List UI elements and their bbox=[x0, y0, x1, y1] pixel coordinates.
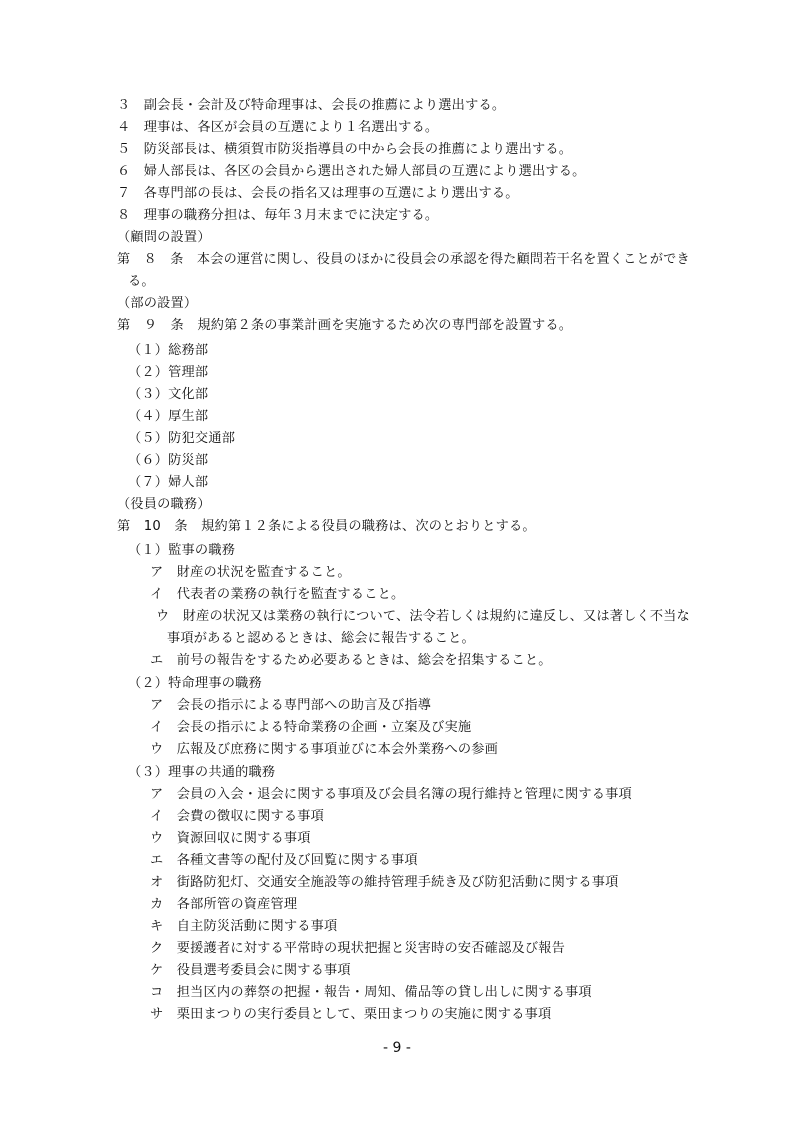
duty-item: エ 各種文書等の配付及び回覧に関する事項 bbox=[150, 853, 418, 868]
duty-item: イ 代表者の業務の執行を監査すること。 bbox=[150, 587, 405, 602]
duty-item: エ 前号の報告をするため必要あるときは、総会を招集すること。 bbox=[150, 653, 552, 668]
duty-item: ウ 資源回収に関する事項 bbox=[150, 831, 311, 846]
duty-section-heading: （１）監事の職務 bbox=[128, 543, 236, 558]
duty-item: ウ 財産の状況又は業務の執行について、法令若しくは規約に違反し、又は著しく不当な bbox=[156, 609, 690, 624]
duty-item-cont: 事項があると認めるときは、総会に報告すること。 bbox=[167, 631, 475, 646]
article-9: 第 ９ 条 規約第２条の事業計画を実施するため次の専門部を設置する。 bbox=[117, 318, 573, 333]
duty-item: オ 街路防犯灯、交通安全施設等の維持管理手続き及び防犯活動に関する事項 bbox=[150, 875, 619, 890]
article-8: 第 ８ 条 本会の運営に関し、役員のほかに役員会の承認を得た顧問若干名を置くことができ bbox=[117, 252, 690, 267]
heading-duties: （役員の職務） bbox=[117, 497, 211, 512]
department-item: （４）厚生部 bbox=[128, 409, 209, 424]
clause-7-6: ６ 婦人部長は、各区の会員から選出された婦人部員の互選により選出する。 bbox=[117, 164, 586, 179]
duty-section-heading: （３）理事の共通的職務 bbox=[128, 765, 276, 780]
heading-departments: （部の設置） bbox=[117, 296, 198, 311]
clause-7-8: ８ 理事の職務分担は、毎年３月末までに決定する。 bbox=[117, 208, 439, 223]
article-10: 第 10 条 規約第１２条による役員の職務は、次のとおりとする。 bbox=[117, 519, 536, 534]
page-number: - 9 - bbox=[383, 1040, 411, 1056]
duty-item: イ 会長の指示による特命業務の企画・立案及び実施 bbox=[150, 720, 472, 735]
duty-item: カ 各部所管の資産管理 bbox=[150, 897, 298, 912]
department-item: （７）婦人部 bbox=[128, 475, 209, 490]
heading-advisor: （顧問の設置） bbox=[117, 230, 211, 245]
duty-item: キ 自主防災活動に関する事項 bbox=[150, 919, 338, 934]
clause-7-7: ７ 各専門部の長は、会長の指名又は理事の互選により選出する。 bbox=[117, 186, 519, 201]
department-item: （３）文化部 bbox=[128, 387, 209, 402]
department-item: （６）防災部 bbox=[128, 453, 209, 468]
department-item: （５）防犯交通部 bbox=[128, 431, 236, 446]
duty-item: ウ 広報及び庶務に関する事項並びに本会外業務への参画 bbox=[150, 742, 499, 757]
duty-item: ア 会員の入会・退会に関する事項及び会員名簿の現行維持と管理に関する事項 bbox=[150, 787, 632, 802]
clause-7-3: ３ 副会長・会計及び特命理事は、会長の推薦により選出する。 bbox=[117, 98, 506, 113]
department-item: （２）管理部 bbox=[128, 365, 209, 380]
duty-section-heading: （２）特命理事の職務 bbox=[128, 676, 262, 691]
department-item: （１）総務部 bbox=[128, 343, 209, 358]
clause-7-4: ４ 理事は、各区が会員の互選により１名選出する。 bbox=[117, 120, 439, 135]
duty-item: コ 担当区内の葬祭の把握・報告・周知、備品等の貸し出しに関する事項 bbox=[150, 985, 592, 1000]
clause-7-5: ５ 防災部長は、横須賀市防災指導員の中から会長の推薦により選出する。 bbox=[117, 142, 573, 157]
duty-item: ア 財産の状況を監査すること。 bbox=[150, 565, 351, 580]
duty-item: ケ 役員選考委員会に関する事項 bbox=[150, 963, 351, 978]
duty-item: ク 要援護者に対する平常時の現状把握と災害時の安否確認及び報告 bbox=[150, 941, 566, 956]
duty-item: イ 会費の徴収に関する事項 bbox=[150, 809, 325, 824]
duty-item: ア 会長の指示による専門部への助言及び指導 bbox=[150, 698, 432, 713]
duty-item: サ 栗田まつりの実行委員として、栗田まつりの実施に関する事項 bbox=[150, 1007, 552, 1022]
article-8-cont: る。 bbox=[128, 274, 155, 289]
